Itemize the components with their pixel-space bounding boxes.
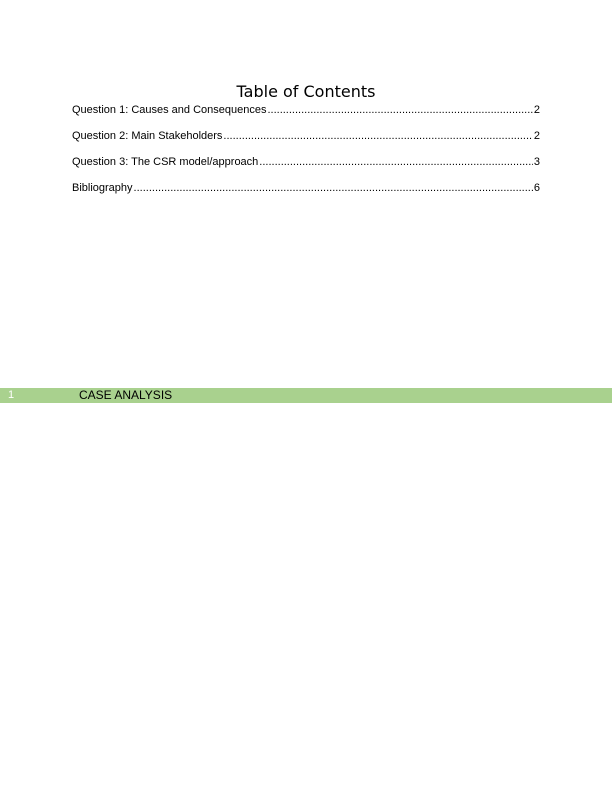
footer-title: CASE ANALYSIS (79, 388, 173, 402)
footer-page-number: 1 (8, 389, 15, 401)
toc-entry-question-2[interactable] (72, 129, 540, 155)
toc-entry-label: Question 1: Causes and Consequences (72, 104, 267, 116)
toc-entry-question-1[interactable] (72, 103, 540, 129)
page-footer-bar (0, 388, 612, 403)
toc-entry-label: Bibliography (72, 182, 133, 194)
toc-entry-page: 6 (533, 182, 540, 194)
dot-leader (134, 181, 533, 195)
toc-entry-bibliography[interactable] (72, 181, 540, 207)
dot-leader (259, 155, 533, 169)
toc-entry-page: 3 (533, 156, 540, 168)
table-of-contents (72, 103, 540, 207)
toc-entry-page: 2 (533, 130, 540, 142)
toc-entry-page: 2 (533, 104, 540, 116)
toc-title: Table of Contents (236, 82, 376, 101)
toc-entry-label: Question 2: Main Stakeholders (72, 130, 223, 142)
toc-entry-question-3[interactable] (72, 155, 540, 181)
toc-entry-label: Question 3: The CSR model/approach (72, 156, 259, 168)
dot-leader (223, 129, 532, 143)
dot-leader (267, 103, 532, 117)
